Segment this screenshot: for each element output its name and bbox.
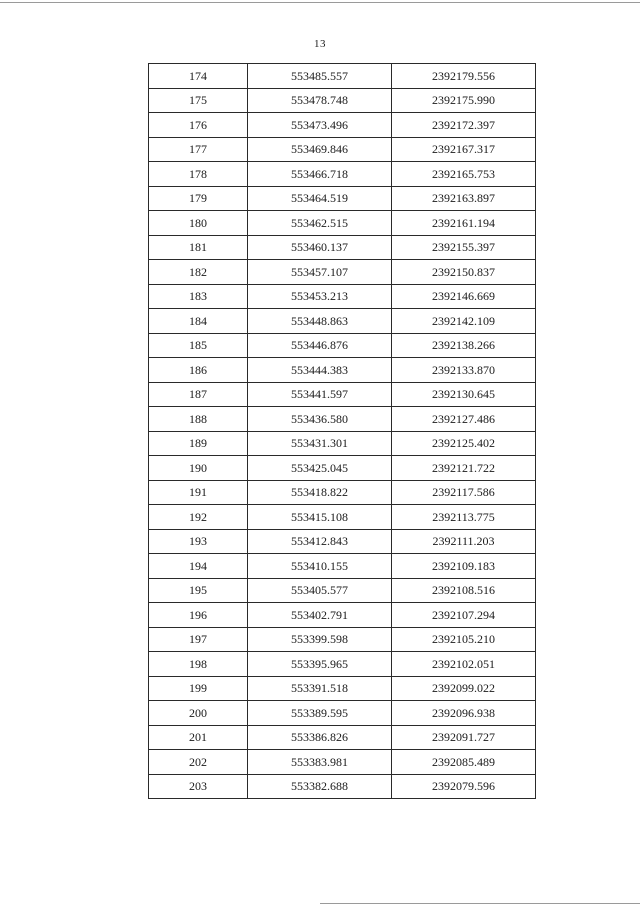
x-coordinate-cell: 553485.557 — [248, 64, 392, 89]
x-coordinate-cell: 553466.718 — [248, 162, 392, 187]
table-row — [149, 456, 536, 481]
point-number-cell: 180 — [149, 211, 248, 236]
point-number-cell: 184 — [149, 309, 248, 334]
y-coordinate-cell: 2392146.669 — [392, 284, 536, 309]
x-coordinate-cell: 553444.383 — [248, 358, 392, 383]
table-row — [149, 333, 536, 358]
point-number-cell: 182 — [149, 260, 248, 285]
y-coordinate-cell: 2392096.938 — [392, 701, 536, 726]
point-number-cell: 178 — [149, 162, 248, 187]
x-coordinate-cell: 553425.045 — [248, 456, 392, 481]
point-number-cell: 185 — [149, 333, 248, 358]
point-number-cell: 199 — [149, 676, 248, 701]
table-row — [149, 64, 536, 89]
point-number-cell: 189 — [149, 431, 248, 456]
x-coordinate-cell: 553478.748 — [248, 88, 392, 113]
point-number-cell: 190 — [149, 456, 248, 481]
table-row — [149, 529, 536, 554]
x-coordinate-cell: 553418.822 — [248, 480, 392, 505]
page-number: 13 — [314, 38, 326, 50]
y-coordinate-cell: 2392121.722 — [392, 456, 536, 481]
point-number-cell: 203 — [149, 774, 248, 799]
table-row — [149, 358, 536, 383]
table-row — [149, 725, 536, 750]
point-number-cell: 193 — [149, 529, 248, 554]
top-edge-rule — [0, 2, 640, 3]
table-row — [149, 137, 536, 162]
x-coordinate-cell: 553431.301 — [248, 431, 392, 456]
x-coordinate-cell: 553391.518 — [248, 676, 392, 701]
point-number-cell: 176 — [149, 113, 248, 138]
y-coordinate-cell: 2392099.022 — [392, 676, 536, 701]
table-row — [149, 627, 536, 652]
y-coordinate-cell: 2392133.870 — [392, 358, 536, 383]
table-row — [149, 554, 536, 579]
y-coordinate-cell: 2392091.727 — [392, 725, 536, 750]
table-row — [149, 284, 536, 309]
x-coordinate-cell: 553457.107 — [248, 260, 392, 285]
y-coordinate-cell: 2392109.183 — [392, 554, 536, 579]
x-coordinate-cell: 553386.826 — [248, 725, 392, 750]
y-coordinate-cell: 2392163.897 — [392, 186, 536, 211]
table-row — [149, 750, 536, 775]
y-coordinate-cell: 2392079.596 — [392, 774, 536, 799]
y-coordinate-cell: 2392165.753 — [392, 162, 536, 187]
y-coordinate-cell: 2392167.317 — [392, 137, 536, 162]
y-coordinate-cell: 2392172.397 — [392, 113, 536, 138]
x-coordinate-cell: 553448.863 — [248, 309, 392, 334]
point-number-cell: 195 — [149, 578, 248, 603]
table-row — [149, 113, 536, 138]
bottom-edge-rule — [320, 903, 640, 904]
y-coordinate-cell: 2392117.586 — [392, 480, 536, 505]
y-coordinate-cell: 2392105.210 — [392, 627, 536, 652]
y-coordinate-cell: 2392179.556 — [392, 64, 536, 89]
point-number-cell: 194 — [149, 554, 248, 579]
y-coordinate-cell: 2392107.294 — [392, 603, 536, 628]
point-number-cell: 197 — [149, 627, 248, 652]
point-number-cell: 181 — [149, 235, 248, 260]
y-coordinate-cell: 2392108.516 — [392, 578, 536, 603]
x-coordinate-cell: 553436.580 — [248, 407, 392, 432]
y-coordinate-cell: 2392111.203 — [392, 529, 536, 554]
table-row — [149, 701, 536, 726]
y-coordinate-cell: 2392161.194 — [392, 211, 536, 236]
x-coordinate-cell: 553382.688 — [248, 774, 392, 799]
x-coordinate-cell: 553405.577 — [248, 578, 392, 603]
x-coordinate-cell: 553399.598 — [248, 627, 392, 652]
point-number-cell: 191 — [149, 480, 248, 505]
point-number-cell: 202 — [149, 750, 248, 775]
y-coordinate-cell: 2392102.051 — [392, 652, 536, 677]
y-coordinate-cell: 2392155.397 — [392, 235, 536, 260]
point-number-cell: 187 — [149, 382, 248, 407]
point-number-cell: 177 — [149, 137, 248, 162]
x-coordinate-cell: 553460.137 — [248, 235, 392, 260]
table-row — [149, 186, 536, 211]
x-coordinate-cell: 553389.595 — [248, 701, 392, 726]
x-coordinate-cell: 553441.597 — [248, 382, 392, 407]
x-coordinate-cell: 553383.981 — [248, 750, 392, 775]
y-coordinate-cell: 2392113.775 — [392, 505, 536, 530]
point-number-cell: 186 — [149, 358, 248, 383]
y-coordinate-cell: 2392127.486 — [392, 407, 536, 432]
point-number-cell: 174 — [149, 64, 248, 89]
table-row — [149, 211, 536, 236]
y-coordinate-cell: 2392150.837 — [392, 260, 536, 285]
table-row — [149, 480, 536, 505]
table-row — [149, 382, 536, 407]
x-coordinate-cell: 553410.155 — [248, 554, 392, 579]
x-coordinate-cell: 553395.965 — [248, 652, 392, 677]
x-coordinate-cell: 553412.843 — [248, 529, 392, 554]
x-coordinate-cell: 553446.876 — [248, 333, 392, 358]
table-row — [149, 407, 536, 432]
table-row — [149, 88, 536, 113]
coordinate-table — [148, 63, 536, 799]
y-coordinate-cell: 2392125.402 — [392, 431, 536, 456]
x-coordinate-cell: 553402.791 — [248, 603, 392, 628]
point-number-cell: 188 — [149, 407, 248, 432]
point-number-cell: 183 — [149, 284, 248, 309]
x-coordinate-cell: 553464.519 — [248, 186, 392, 211]
table-row — [149, 260, 536, 285]
point-number-cell: 196 — [149, 603, 248, 628]
table-row — [149, 235, 536, 260]
table-row — [149, 652, 536, 677]
coordinate-table-body — [149, 64, 536, 799]
y-coordinate-cell: 2392142.109 — [392, 309, 536, 334]
point-number-cell: 198 — [149, 652, 248, 677]
y-coordinate-cell: 2392130.645 — [392, 382, 536, 407]
table-row — [149, 578, 536, 603]
y-coordinate-cell: 2392175.990 — [392, 88, 536, 113]
table-row — [149, 676, 536, 701]
point-number-cell: 201 — [149, 725, 248, 750]
point-number-cell: 200 — [149, 701, 248, 726]
x-coordinate-cell: 553415.108 — [248, 505, 392, 530]
point-number-cell: 179 — [149, 186, 248, 211]
table-row — [149, 162, 536, 187]
x-coordinate-cell: 553469.846 — [248, 137, 392, 162]
table-row — [149, 774, 536, 799]
x-coordinate-cell: 553473.496 — [248, 113, 392, 138]
y-coordinate-cell: 2392138.266 — [392, 333, 536, 358]
x-coordinate-cell: 553462.515 — [248, 211, 392, 236]
x-coordinate-cell: 553453.213 — [248, 284, 392, 309]
point-number-cell: 192 — [149, 505, 248, 530]
table-row — [149, 505, 536, 530]
table-row — [149, 431, 536, 456]
table-row — [149, 309, 536, 334]
table-row — [149, 603, 536, 628]
point-number-cell: 175 — [149, 88, 248, 113]
y-coordinate-cell: 2392085.489 — [392, 750, 536, 775]
